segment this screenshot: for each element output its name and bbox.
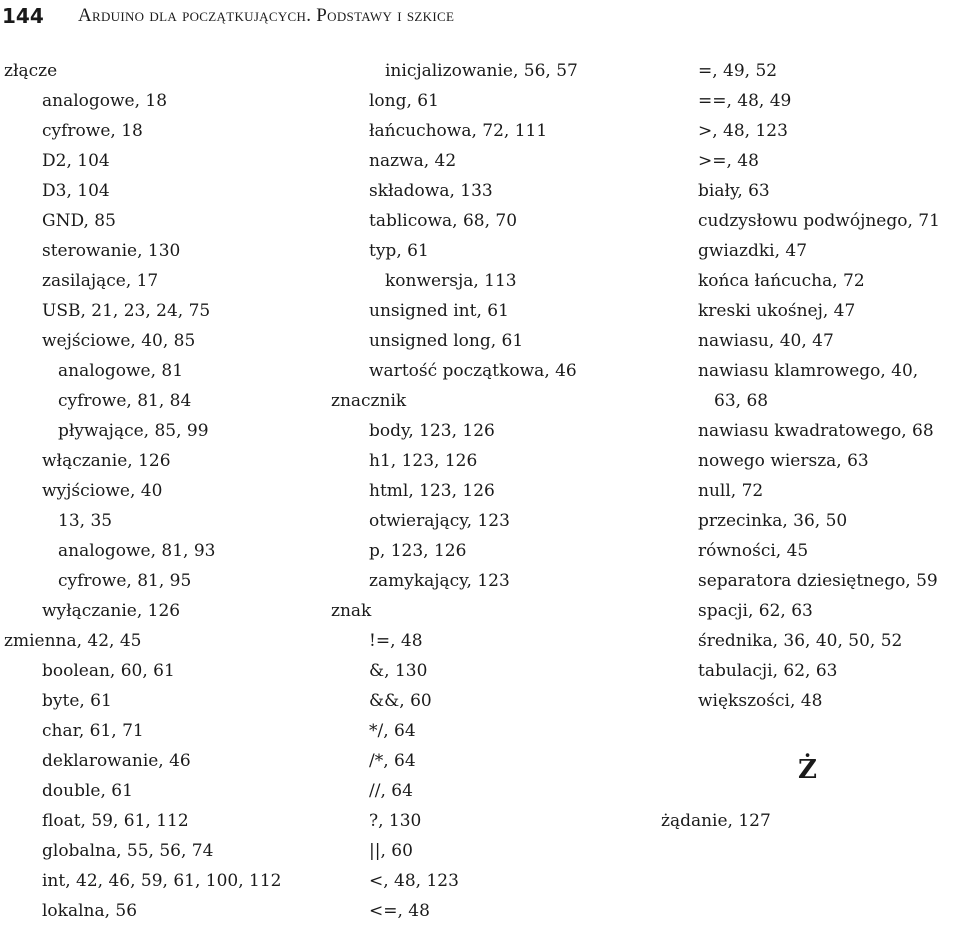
index-entry: double, 61: [42, 781, 133, 801]
index-entry: lokalna, 56: [42, 901, 138, 921]
index-entry: !=, 48: [369, 631, 423, 651]
index-entry: byte, 61: [42, 691, 112, 711]
index-entry: analogowe, 81, 93: [58, 541, 216, 561]
index-entry: D2, 104: [42, 151, 110, 171]
index-column-3: [660, 56, 940, 716]
index-entry: analogowe, 81: [58, 361, 184, 381]
index-entry: cyfrowe, 81, 95: [58, 571, 192, 591]
index-entry: wejściowe, 40, 85: [42, 331, 196, 351]
index-entry: złącze: [4, 61, 58, 81]
index-column-2: [331, 56, 578, 926]
index-entry: znacznik: [331, 391, 407, 411]
index-entry: >, 48, 123: [698, 121, 788, 141]
index-entry: cyfrowe, 18: [42, 121, 143, 141]
index-entry: p, 123, 126: [369, 541, 467, 561]
index-entry: >=, 48: [698, 151, 759, 171]
index-entry: równości, 45: [698, 541, 809, 561]
index-entry: <, 48, 123: [369, 871, 459, 891]
index-entry: nawiasu, 40, 47: [698, 331, 834, 351]
index-entry: body, 123, 126: [369, 421, 495, 441]
index-entry: włączanie, 126: [42, 451, 171, 471]
index-entry: pływające, 85, 99: [58, 421, 209, 441]
index-entry: /*, 64: [369, 751, 416, 771]
index-entry: zamykający, 123: [369, 571, 510, 591]
index-entry: składowa, 133: [369, 181, 493, 201]
index-entry: boolean, 60, 61: [42, 661, 175, 681]
index-entry: zasilające, 17: [42, 271, 159, 291]
page-header: [0, 2, 960, 32]
index-entry: nazwa, 42: [369, 151, 457, 171]
index-entry: 13, 35: [58, 511, 113, 531]
index-entry: tabulacji, 62, 63: [698, 661, 838, 681]
running-head: Arduino dla początkujących. Podstawy i szkice: [78, 5, 455, 26]
index-entry: html, 123, 126: [369, 481, 495, 501]
index-entry: znak: [331, 601, 372, 621]
index-entry: char, 61, 71: [42, 721, 144, 741]
index-entry: D3, 104: [42, 181, 110, 201]
index-entry: ||, 60: [369, 841, 413, 861]
index-entry: null, 72: [698, 481, 764, 501]
index-entry: =, 49, 52: [698, 61, 778, 81]
index-entry: nawiasu kwadratowego, 68: [698, 421, 934, 441]
index-entry: spacji, 62, 63: [698, 601, 813, 621]
index-entry: long, 61: [369, 91, 439, 111]
index-entry: ?, 130: [369, 811, 422, 831]
index-entry: nowego wiersza, 63: [698, 451, 869, 471]
index-entry: łańcuchowa, 72, 111: [369, 121, 548, 141]
index-entry: przecinka, 36, 50: [698, 511, 848, 531]
index-entry: &&, 60: [369, 691, 432, 711]
index-entry: kreski ukośnej, 47: [698, 301, 856, 321]
index-entry-last: żądanie, 127: [661, 811, 771, 831]
index-entry: GND, 85: [42, 211, 116, 231]
index-entry: h1, 123, 126: [369, 451, 478, 471]
index-entry: konwersja, 113: [385, 271, 517, 291]
index-entry: cudzysłowu podwójnego, 71: [698, 211, 940, 231]
index-entry: &, 130: [369, 661, 428, 681]
index-entry: gwiazdki, 47: [698, 241, 808, 261]
index-entry: 63, 68: [714, 391, 769, 411]
index-entry: inicjalizowanie, 56, 57: [385, 61, 578, 81]
index-entry: wyłączanie, 126: [42, 601, 181, 621]
index-entry: większości, 48: [698, 691, 823, 711]
index-column-1: [4, 56, 282, 926]
index-entry: analogowe, 18: [42, 91, 168, 111]
index-entry: cyfrowe, 81, 84: [58, 391, 192, 411]
index-entry: */, 64: [369, 721, 416, 741]
index-entry: wartość początkowa, 46: [369, 361, 577, 381]
index-entry: ==, 48, 49: [698, 91, 792, 111]
index-entry: unsigned long, 61: [369, 331, 524, 351]
section-letter: Ż: [798, 755, 817, 785]
index-entry: sterowanie, 130: [42, 241, 181, 261]
index-entry: //, 64: [369, 781, 413, 801]
index-entry: wyjściowe, 40: [42, 481, 163, 501]
index-entry: int, 42, 46, 59, 61, 100, 112: [42, 871, 282, 891]
index-entry: tablicowa, 68, 70: [369, 211, 518, 231]
index-entry: unsigned int, 61: [369, 301, 509, 321]
index-entry: typ, 61: [369, 241, 429, 261]
index-entry: końca łańcucha, 72: [698, 271, 865, 291]
index-entry: średnika, 36, 40, 50, 52: [698, 631, 903, 651]
index-entry: float, 59, 61, 112: [42, 811, 189, 831]
index-entry: deklarowanie, 46: [42, 751, 191, 771]
index-entry: USB, 21, 23, 24, 75: [42, 301, 211, 321]
index-entry: separatora dziesiętnego, 59: [698, 571, 938, 591]
index-entry: otwierający, 123: [369, 511, 510, 531]
index-entry: zmienna, 42, 45: [4, 631, 142, 651]
index-entry: biały, 63: [698, 181, 770, 201]
index-entry: nawiasu klamrowego, 40,: [698, 361, 919, 381]
index-entry: <=, 48: [369, 901, 430, 921]
index-entry: globalna, 55, 56, 74: [42, 841, 214, 861]
page-number: 144: [2, 4, 44, 28]
